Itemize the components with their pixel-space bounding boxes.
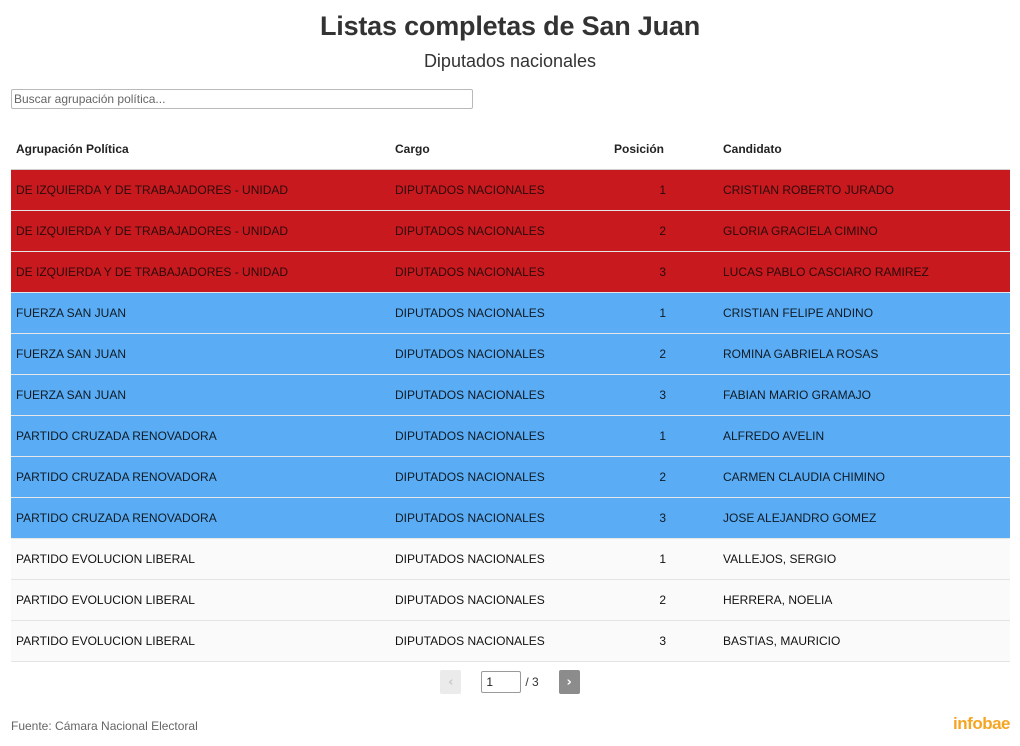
cell-party: PARTIDO EVOLUCION LIBERAL (11, 621, 390, 662)
cell-office: DIPUTADOS NACIONALES (390, 539, 609, 580)
table-row (11, 457, 1010, 498)
previous-page-button[interactable] (440, 670, 461, 694)
cell-party: FUERZA SAN JUAN (11, 334, 390, 375)
cell-candidate: JOSE ALEJANDRO GOMEZ (718, 498, 1010, 539)
table-row (11, 375, 1010, 416)
cell-candidate: LUCAS PABLO CASCIARO RAMIREZ (718, 252, 1010, 293)
chevron-right-icon: › (566, 674, 572, 690)
cell-position: 2 (609, 580, 718, 621)
cell-candidate: HERRERA, NOELIA (718, 580, 1010, 621)
table-row (11, 416, 1010, 457)
page-subtitle: Diputados nacionales (423, 51, 597, 71)
next-page-button[interactable] (559, 670, 580, 694)
table-row (11, 170, 1010, 211)
cell-position: 2 (609, 334, 718, 375)
search-input[interactable] (11, 89, 473, 109)
cell-candidate: CRISTIAN ROBERTO JURADO (718, 170, 1010, 211)
table-row (11, 539, 1010, 580)
cell-candidate: FABIAN MARIO GRAMAJO (718, 375, 1010, 416)
cell-office: DIPUTADOS NACIONALES (390, 580, 609, 621)
cell-office: DIPUTADOS NACIONALES (390, 498, 609, 539)
cell-party: PARTIDO CRUZADA RENOVADORA (11, 416, 390, 457)
cell-position: 1 (609, 539, 718, 580)
table-row (11, 211, 1010, 252)
page-total: / 3 (525, 675, 539, 689)
cell-candidate: BASTIAS, MAURICIO (718, 621, 1010, 662)
pagination (0, 670, 1020, 694)
cell-candidate: GLORIA GRACIELA CIMINO (718, 211, 1010, 252)
table-row (11, 580, 1010, 621)
table-body (11, 170, 1010, 662)
cell-candidate: ROMINA GABRIELA ROSAS (718, 334, 1010, 375)
cell-office: DIPUTADOS NACIONALES (390, 211, 609, 252)
cell-position: 2 (609, 211, 718, 252)
cell-party: PARTIDO EVOLUCION LIBERAL (11, 580, 390, 621)
cell-party: DE IZQUIERDA Y DE TRABAJADORES - UNIDAD (11, 252, 390, 293)
page-number-input[interactable] (481, 671, 521, 693)
cell-party: PARTIDO CRUZADA RENOVADORA (11, 498, 390, 539)
cell-office: DIPUTADOS NACIONALES (390, 375, 609, 416)
cell-office: DIPUTADOS NACIONALES (390, 457, 609, 498)
table-row (11, 252, 1010, 293)
column-header-office[interactable]: Cargo (390, 129, 609, 170)
column-header-position[interactable]: Posición (609, 129, 718, 170)
cell-candidate: ALFREDO AVELIN (718, 416, 1010, 457)
cell-position: 3 (609, 498, 718, 539)
column-header-candidate[interactable]: Candidato (718, 129, 1010, 170)
page-title: Listas completas de San Juan (319, 11, 701, 41)
table-row (11, 621, 1010, 662)
cell-party: DE IZQUIERDA Y DE TRABAJADORES - UNIDAD (11, 211, 390, 252)
cell-office: DIPUTADOS NACIONALES (390, 416, 609, 457)
cell-candidate: CRISTIAN FELIPE ANDINO (718, 293, 1010, 334)
results-table (11, 129, 1010, 662)
cell-position: 2 (609, 457, 718, 498)
table-row (11, 334, 1010, 375)
brand-logo: infobae (953, 714, 1010, 733)
cell-party: PARTIDO EVOLUCION LIBERAL (11, 539, 390, 580)
source-note: Fuente: Cámara Nacional Electoral (11, 719, 198, 733)
cell-party: FUERZA SAN JUAN (11, 375, 390, 416)
cell-candidate: VALLEJOS, SERGIO (718, 539, 1010, 580)
cell-position: 3 (609, 252, 718, 293)
cell-candidate: CARMEN CLAUDIA CHIMINO (718, 457, 1010, 498)
cell-office: DIPUTADOS NACIONALES (390, 252, 609, 293)
column-header-party[interactable]: Agrupación Política (11, 129, 390, 170)
cell-office: DIPUTADOS NACIONALES (390, 293, 609, 334)
cell-office: DIPUTADOS NACIONALES (390, 621, 609, 662)
cell-office: DIPUTADOS NACIONALES (390, 170, 609, 211)
cell-party: PARTIDO CRUZADA RENOVADORA (11, 457, 390, 498)
chevron-left-icon: ‹ (448, 674, 454, 690)
cell-party: DE IZQUIERDA Y DE TRABAJADORES - UNIDAD (11, 170, 390, 211)
cell-position: 3 (609, 375, 718, 416)
table-row (11, 498, 1010, 539)
cell-party: FUERZA SAN JUAN (11, 293, 390, 334)
table-header-row (11, 129, 1010, 170)
results-table-container (11, 129, 1010, 662)
cell-position: 1 (609, 293, 718, 334)
cell-position: 3 (609, 621, 718, 662)
cell-position: 1 (609, 170, 718, 211)
table-row (11, 293, 1010, 334)
cell-office: DIPUTADOS NACIONALES (390, 334, 609, 375)
cell-position: 1 (609, 416, 718, 457)
